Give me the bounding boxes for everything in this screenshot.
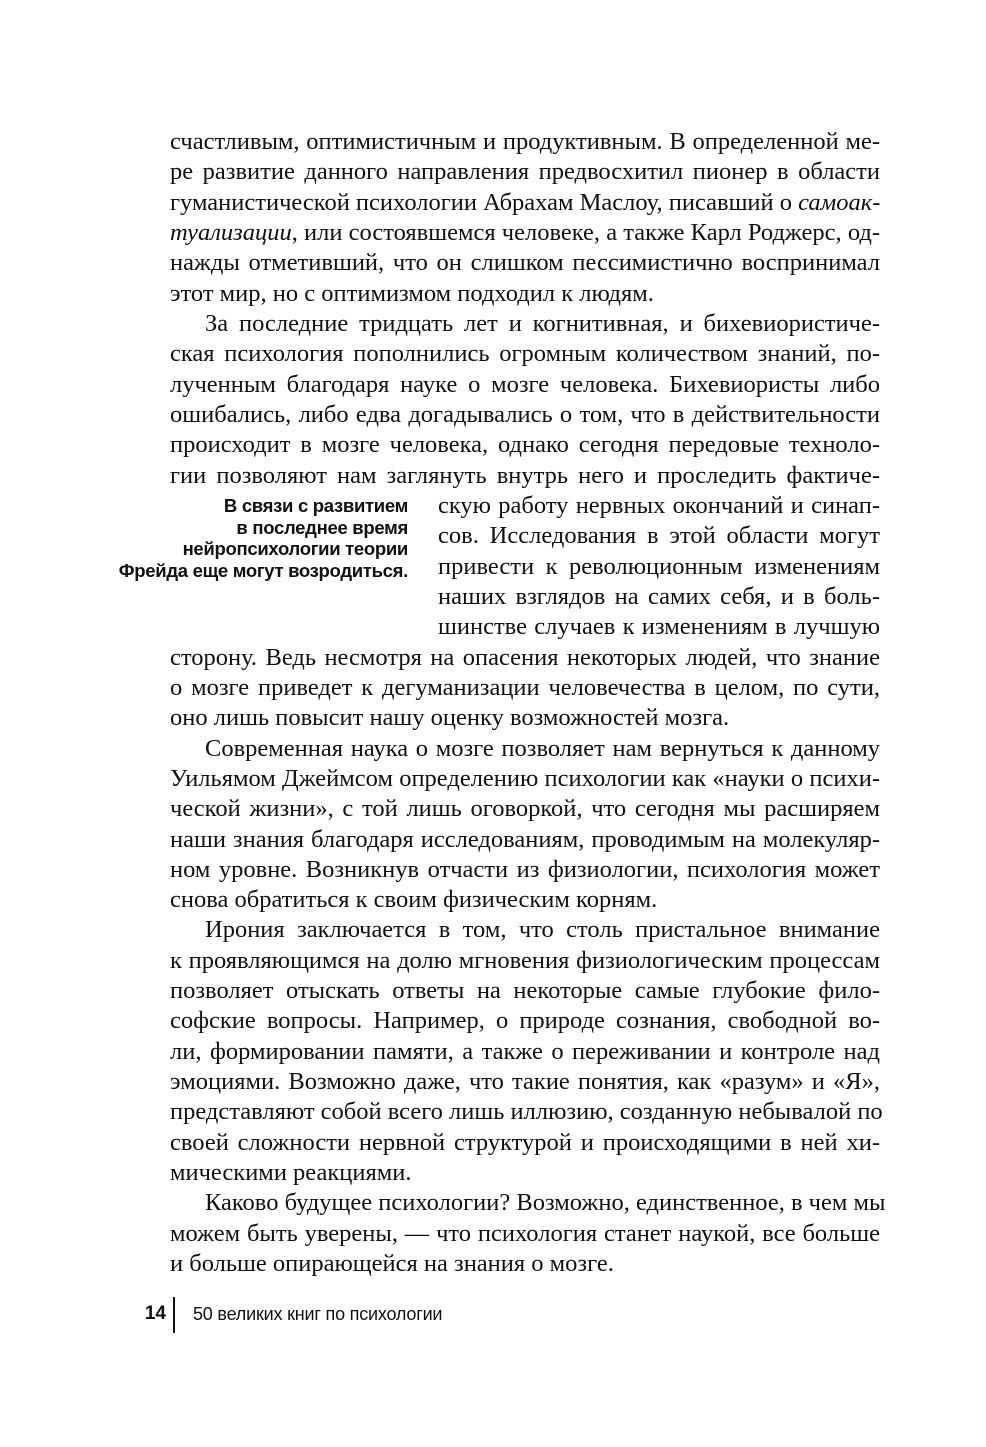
text-line: счастливым, оптимистичным и продуктивным. В определенной ме-: [170, 128, 880, 155]
text-line: оно лишь повысит нашу оценку возможностей мозга.: [170, 704, 730, 732]
pull-quote-line: нейропсихологии теории: [182, 538, 408, 560]
text-line: ская психология пополнились огромным количеством знаний, по-: [170, 340, 880, 368]
footer-divider: [173, 1297, 175, 1333]
text-line: гуманистической психологии Абрахам Маслоу, писавший о самоак-: [170, 188, 881, 216]
text-line: происходит в мозге человека, однако сегодня передовые техноло-: [170, 431, 880, 459]
text-line: Каково будущее психологии? Возможно, единственное, в чем мы: [205, 1189, 886, 1217]
text-line: сторону. Ведь несмотря на опасения некоторых людей, что знание: [170, 643, 880, 671]
text-line: снова обратиться к своим физическим корням.: [170, 886, 658, 914]
text-line: Ирония заключается в том, что столь пристальное внимание: [205, 916, 880, 944]
text-line: этот мир, но с оптимизмом подходил к людям.: [170, 279, 654, 307]
page-number: 14: [144, 1303, 166, 1324]
text-line: Уильямом Джеймсом определению психологии как «науки о психи-: [170, 764, 880, 792]
text-line: эмоциями. Возможно даже, что такие понятия, как «разум» и «Я»,: [170, 1068, 880, 1096]
text-line: своей сложности нервной структурой и происходящими в ней хи-: [170, 1128, 880, 1156]
text-line: мическими реакциями.: [170, 1159, 412, 1186]
text-line: наших взглядов на самих себя, и в боль-: [438, 582, 880, 610]
text-line: туализации, или состоявшемся человеке, а также Карл Роджерс, од-: [170, 219, 880, 246]
text-line: скую работу нервных окончаний и синап-: [438, 491, 880, 519]
text-line: привести к революционным изменениям: [438, 552, 880, 580]
pull-quote-line: в последнее время: [236, 516, 408, 538]
text-line: ошибались, либо едва догадывались о том, что в действительности: [170, 400, 880, 428]
pull-quote-line: Фрейда еще могут возродиться.: [118, 560, 408, 582]
text-line: ре развитие данного направления предвосхитил пионер в области: [170, 158, 880, 186]
text-line: гии позволяют нам заглянуть внутрь него и проследить фактиче-: [170, 461, 880, 489]
running-title: 50 великих книг по психологии: [193, 1304, 443, 1324]
text-line: представляют собой всего лишь иллюзию, созданную небывалой по: [170, 1098, 883, 1126]
text-line: к проявляющимся на долю мгновения физиологическим процессам: [170, 946, 880, 974]
text-line: За последние тридцать лет и когнитивная, и бихевиористиче-: [205, 309, 880, 337]
text-line: лученным благодаря науке о мозге человека. Бихевиористы либо: [170, 370, 880, 398]
pull-quote-line: В связи с развитием: [223, 494, 408, 516]
text-line: Современная наука о мозге позволяет нам вернуться к данному: [205, 734, 880, 762]
text-line: наши знания благодаря исследованиям, проводимым на молекуляр-: [170, 825, 880, 853]
page-footer: [0, 1297, 986, 1337]
text-line: о мозге приведет к дегуманизации человечества в целом, по сути,: [170, 673, 880, 701]
text-line: шинстве случаев к изменениям в лучшую: [438, 613, 880, 641]
pull-quote: [90, 495, 408, 582]
text-line: ческой жизни», с той лишь оговоркой, что сегодня мы расширяем: [170, 795, 880, 823]
text-line: софские вопросы. Например, о природе сознания, свободной во-: [170, 1007, 880, 1035]
text-line: позволяет отыскать ответы на некоторые самые глубокие фило-: [170, 977, 880, 1005]
text-line: сов. Исследования в этой области могут: [438, 522, 880, 550]
text-line: нажды отметивший, что он слишком пессимистично воспринимал: [170, 249, 880, 277]
text-line: и больше опирающейся на знания о мозге.: [170, 1250, 614, 1277]
text-line: ном уровне. Возникнув отчасти из физиологии, психология может: [170, 855, 880, 883]
text-line: ли, формировании памяти, а также о переживании и контроле над: [170, 1037, 880, 1065]
text-line: можем быть уверены, — что психология станет наукой, все больше: [170, 1219, 880, 1247]
